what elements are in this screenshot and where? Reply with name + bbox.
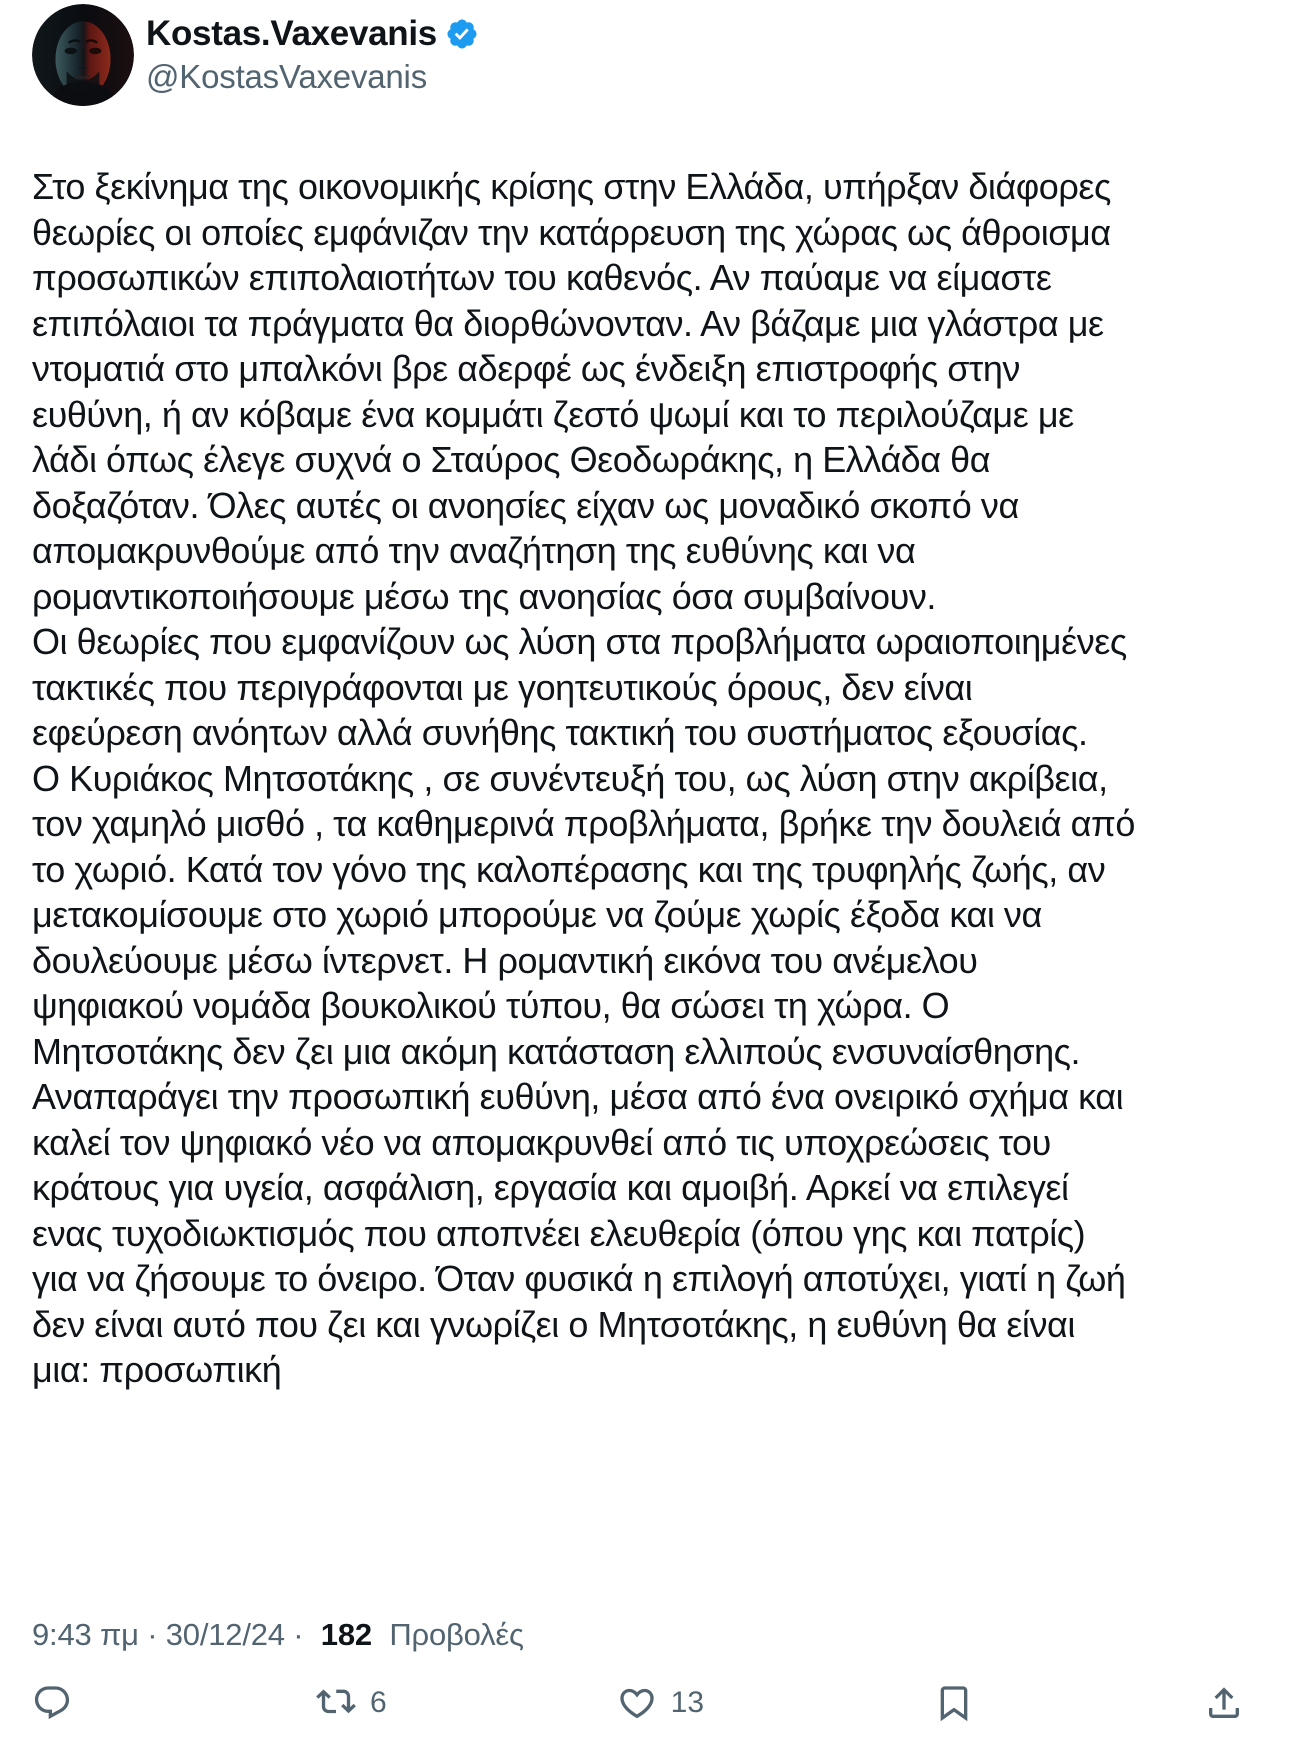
- tweet-meta: [32, 1615, 1244, 1655]
- tweet-text-line: μια: προσωπική: [32, 1349, 282, 1390]
- tweet-text-line: ψηφιακού νομάδα βουκολικού τύπου, θα σώσει τη χώρα. Ο: [32, 985, 950, 1026]
- tweet-text-line: το χωριό. Κατά τον γόνο της καλοπέρασης και της τρυφηλής ζωής, αν: [32, 848, 1106, 890]
- tweet-text-line: ευθύνη, ή αν κόβαμε ένα κομμάτι ζεστό ψωμί και το περιλούζαμε με: [32, 393, 1074, 435]
- timestamp: 9:43 πμ · 30/12/24 ·: [32, 1616, 304, 1652]
- user-handle[interactable]: @KostasVaxevanis: [146, 58, 427, 95]
- retweet-icon: [316, 1683, 356, 1723]
- tweet-header: [32, 0, 1244, 106]
- tweet-text-line: ντοματιά στο μπαλκόνι βρε αδερφέ ως ένδειξη επιστροφής στην: [32, 348, 1020, 389]
- tweet-text-line: ρομαντικοποιήσουμε μέσω της ανοησίας όσα συμβαίνουν.: [32, 575, 936, 617]
- tweet-text-line: απομακρυνθούμε από την αναζήτηση της ευθύνης και να: [32, 530, 916, 571]
- user-identity: [146, 12, 479, 98]
- tweet-text-line: λάδι όπως έλεγε συχνά ο Σταύρος Θεοδωράκης, η Ελλάδα θα: [32, 439, 991, 480]
- tweet-text-line: ενας τυχοδιωκτισμός που αποπνέει ελευθερία (όπου γης και πατρίς): [32, 1212, 1086, 1254]
- tweet-text: [32, 164, 1244, 1393]
- like-icon: [617, 1683, 657, 1723]
- bookmark-icon: [934, 1683, 974, 1723]
- retweet-count: 6: [369, 1685, 387, 1719]
- tweet-text-line: προσωπικών επιπολαιοτήτων του καθενός. Αν παύαμε να είμαστε: [32, 257, 1052, 298]
- reply-button[interactable]: [32, 1683, 86, 1723]
- reply-icon: [32, 1683, 72, 1723]
- tweet-text-line: Αναπαράγει την προσωπική ευθύνη, μέσα από ένα ονειρικό σχήμα και: [32, 1076, 1124, 1117]
- share-icon: [1204, 1683, 1244, 1723]
- tweet-text-line: Μητσοτάκης δεν ζει μια ακόμη κατάσταση ελλιπούς ενσυναίσθησης.: [32, 1030, 1081, 1072]
- tweet-text-line: Στο ξεκίνημα της οικονομικής κρίσης στην Ελλάδα, υπήρξαν διάφορες: [32, 166, 1111, 207]
- tweet-text-line: για να ζήσουμε το όνειρο. Όταν φυσικά η επιλογή αποτύχει, γιατί η ζωή: [32, 1258, 1126, 1299]
- tweet-text-line: τακτικές που περιγράφονται με γοητευτικούς όρους, δεν είναι: [32, 666, 973, 708]
- avatar-image: [32, 4, 134, 106]
- verified-badge-icon: [445, 17, 479, 51]
- avatar[interactable]: [32, 4, 134, 106]
- tweet-text-line: τον χαμηλό μισθό , τα καθημερινά προβλήματα, βρήκε την δουλειά από: [32, 803, 1135, 844]
- tweet-text-line: καλεί τον ψηφιακό νέο να απομακρυνθεί από τις υποχρεώσεις του: [32, 1121, 1051, 1163]
- views-count: 182: [320, 1616, 372, 1652]
- tweet-text-line: δοξαζόταν. Όλες αυτές οι ανοησίες είχαν ως μοναδικό σκοπό να: [32, 484, 1019, 526]
- like-button[interactable]: [617, 1683, 704, 1723]
- tweet-text-line: επιπόλαιοι τα πράγματα θα διορθώνονταν. Αν βάζαμε μια γλάστρα με: [32, 302, 1104, 344]
- tweet-text-line: κράτους για υγεία, ασφάλιση, εργασία και αμοιβή. Αρκεί να επιλεγεί: [32, 1167, 1069, 1208]
- name-row: [146, 12, 479, 56]
- tweet-text-line: δεν είναι αυτό που ζει και γνωρίζει ο Μητσοτάκης, η ευθύνη θα είναι: [32, 1303, 1075, 1345]
- views-label: Προβολές: [389, 1616, 524, 1652]
- retweet-button[interactable]: [316, 1683, 387, 1723]
- tweet-action-bar: [32, 1683, 1244, 1723]
- tweet-text-line: δουλεύουμε μέσω ίντερνετ. Η ρομαντική εικόνα του ανέμελου: [32, 939, 978, 981]
- tweet-text-line: Ο Κυριάκος Μητσοτάκης , σε συνέντευξή του, ως λύση στην ακρίβεια,: [32, 757, 1108, 799]
- tweet-text-line: εφεύρεση ανόητων αλλά συνήθης τακτική του συστήματος εξουσίας.: [32, 712, 1088, 753]
- share-button[interactable]: [1204, 1683, 1244, 1723]
- bookmark-button[interactable]: [934, 1683, 974, 1723]
- tweet-text-line: Οι θεωρίες που εμφανίζουν ως λύση στα προβλήματα ωραιοποιημένες: [32, 621, 1127, 662]
- like-count: 13: [670, 1685, 705, 1719]
- tweet-text-line: μετακομίσουμε στο χωριό μπορούμε να ζούμε χωρίς έξοδα και να: [32, 894, 1042, 935]
- display-name[interactable]: Kostas.Vaxevanis: [146, 14, 437, 53]
- tweet-text-line: θεωρίες οι οποίες εμφάνιζαν την κατάρρευση της χώρας ως άθροισμα: [32, 211, 1111, 253]
